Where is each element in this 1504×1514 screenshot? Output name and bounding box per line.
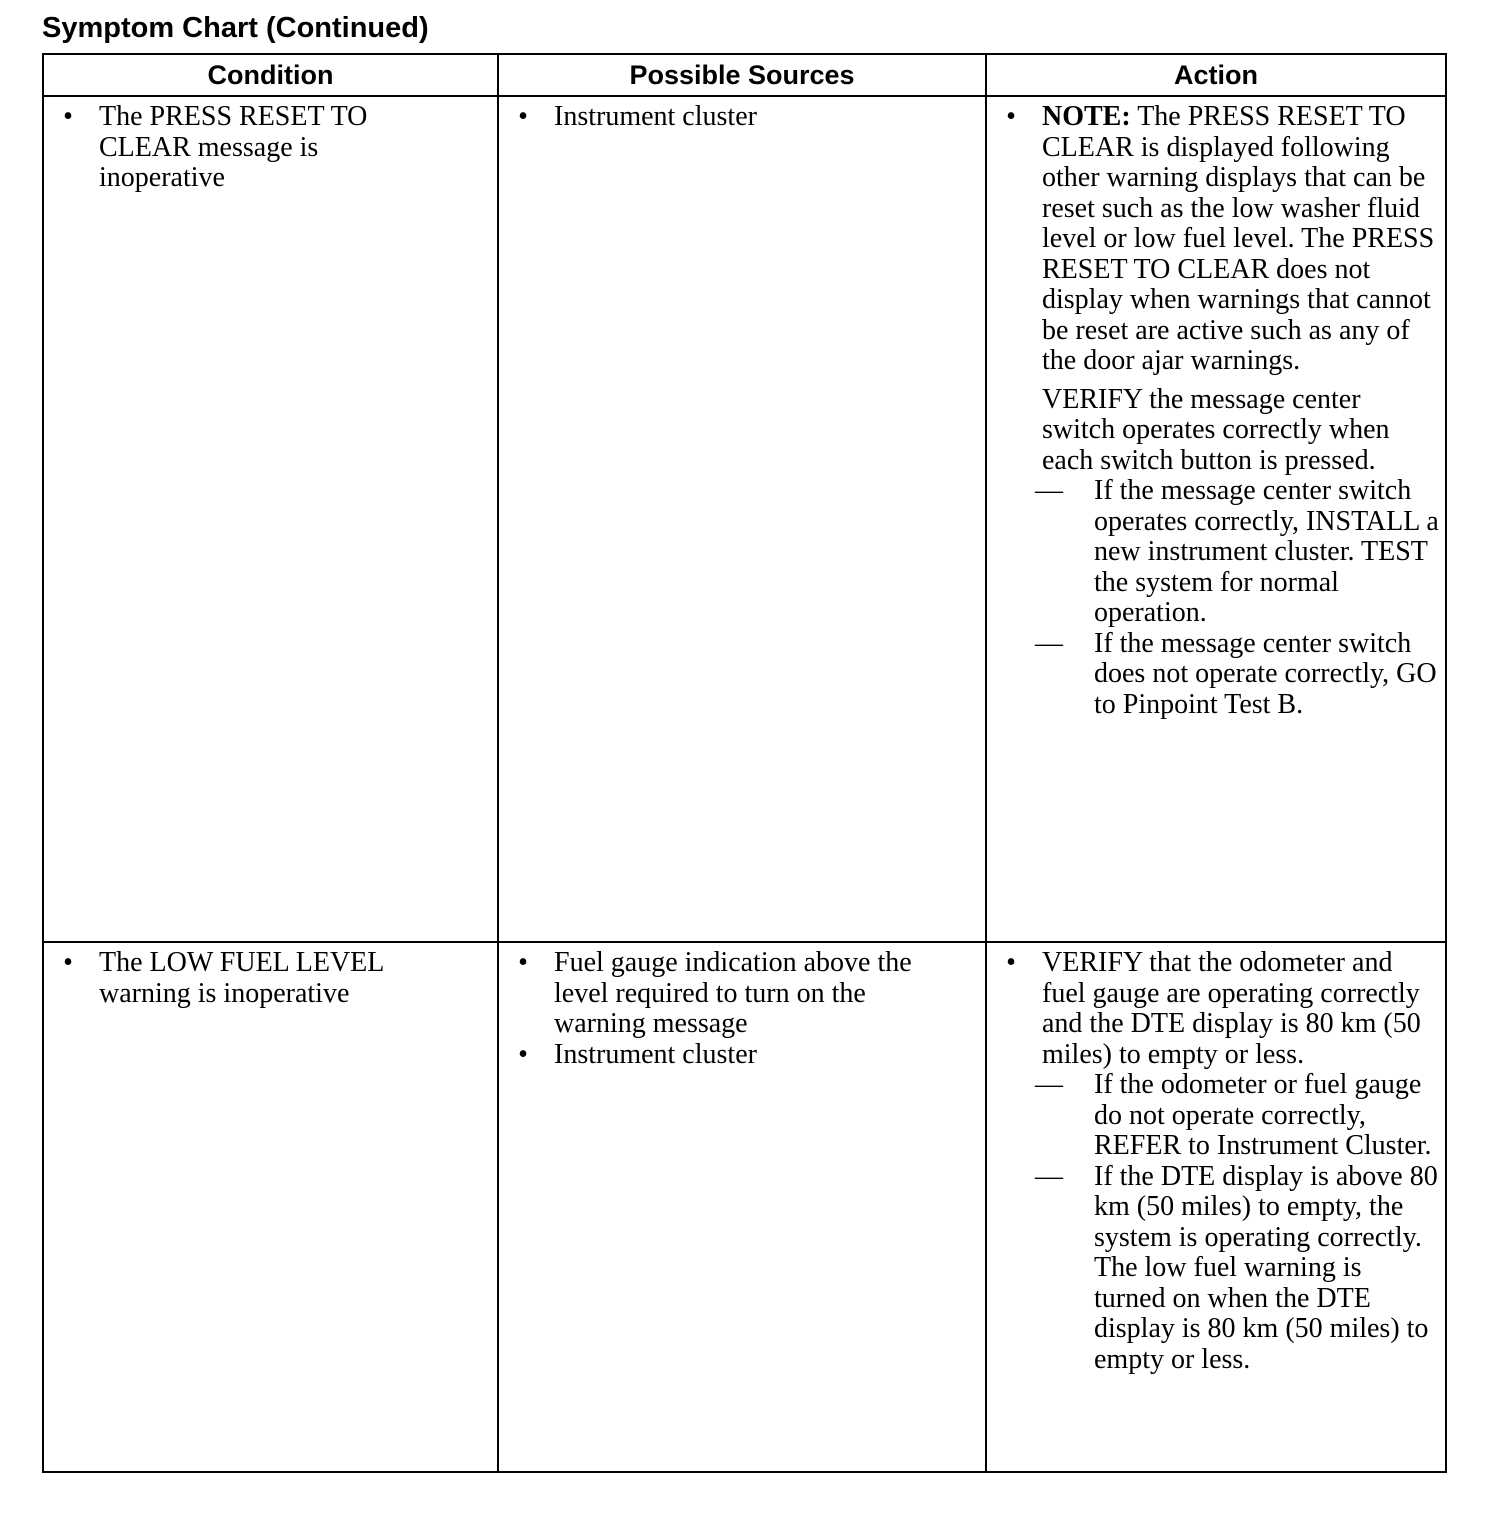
bullet-icon: • [63, 947, 73, 978]
bullet-item [499, 948, 979, 1040]
action-cell [986, 96, 1446, 942]
dash-icon: — [1035, 1160, 1063, 1192]
sub-list [987, 1070, 1439, 1375]
source-text: Instrument cluster [554, 1038, 757, 1070]
action-cell [986, 942, 1446, 1472]
bullet-icon: • [1006, 947, 1016, 978]
bullet-item [499, 102, 979, 133]
sub-item [1029, 476, 1439, 629]
table-row [43, 96, 1446, 942]
header-row [43, 54, 1446, 96]
page-title: Symptom Chart (Continued) [42, 12, 429, 44]
table-row [43, 942, 1446, 1472]
bullet-icon: • [63, 101, 73, 132]
symptom-chart-table [42, 53, 1447, 1473]
bullet-item [499, 1040, 979, 1071]
sources-cell [498, 942, 986, 1472]
condition-text: The PRESS RESET TO CLEAR message is inoperative [99, 101, 368, 193]
sub-item-text: If the DTE display is above 80 km (50 miles) to empty, the system is operating correctly. The low fuel warning is turned on when the DTE display is 80 km (50 miles) to empty or less. [1094, 1160, 1438, 1375]
header-possible-sources: Possible Sources [498, 54, 986, 96]
bullet-icon: • [518, 1038, 528, 1070]
sub-item-text: If the message center switch operates correctly, INSTALL a new instrument cluster. TEST the system for normal operation. [1094, 475, 1439, 628]
dash-icon: — [1035, 1069, 1063, 1100]
condition-cell [43, 942, 498, 1472]
note-label: NOTE: [1042, 101, 1131, 132]
condition-cell [43, 96, 498, 942]
sub-item-text: If the odometer or fuel gauge do not operate correctly, REFER to Instrument Cluster. [1094, 1069, 1432, 1161]
verify-paragraph [987, 385, 1439, 477]
bullet-icon: • [518, 947, 528, 978]
sub-item-text: If the message center switch does not operate correctly, GO to Pinpoint Test B. [1094, 627, 1437, 720]
dash-icon: — [1035, 475, 1063, 506]
sub-item [1029, 629, 1439, 721]
bullet-item [987, 948, 1439, 1070]
dash-icon: — [1035, 627, 1063, 659]
bullet-icon: • [1006, 101, 1016, 132]
condition-text: The LOW FUEL LEVEL warning is inoperative [99, 947, 384, 1009]
source-text: Instrument cluster [554, 101, 757, 132]
sources-cell [498, 96, 986, 942]
sub-item [1029, 1162, 1439, 1376]
note-text: The PRESS RESET TO CLEAR is displayed following other warning displays that can be reset such as the low washer fluid level or low fuel level. The PRESS RESET TO CLEAR does not display when warnings that cannot be reset are active such as any of the door ajar warnings. [1042, 101, 1435, 376]
sub-list [987, 476, 1439, 720]
source-text: Fuel gauge indication above the level required to turn on the warning message [554, 947, 912, 1039]
bullet-icon: • [518, 101, 528, 132]
bullet-item [987, 102, 1439, 377]
verify-text: VERIFY that the odometer and fuel gauge are operating correctly and the DTE display is 80 km (50 miles) to empty or less. [1042, 947, 1421, 1070]
bullet-item [44, 102, 491, 194]
header-condition: Condition [43, 54, 498, 96]
verify-text: VERIFY the message center switch operates correctly when each switch button is pressed. [1042, 383, 1390, 476]
sub-item [1029, 1070, 1439, 1162]
header-action: Action [986, 54, 1446, 96]
bullet-item [44, 948, 491, 1009]
